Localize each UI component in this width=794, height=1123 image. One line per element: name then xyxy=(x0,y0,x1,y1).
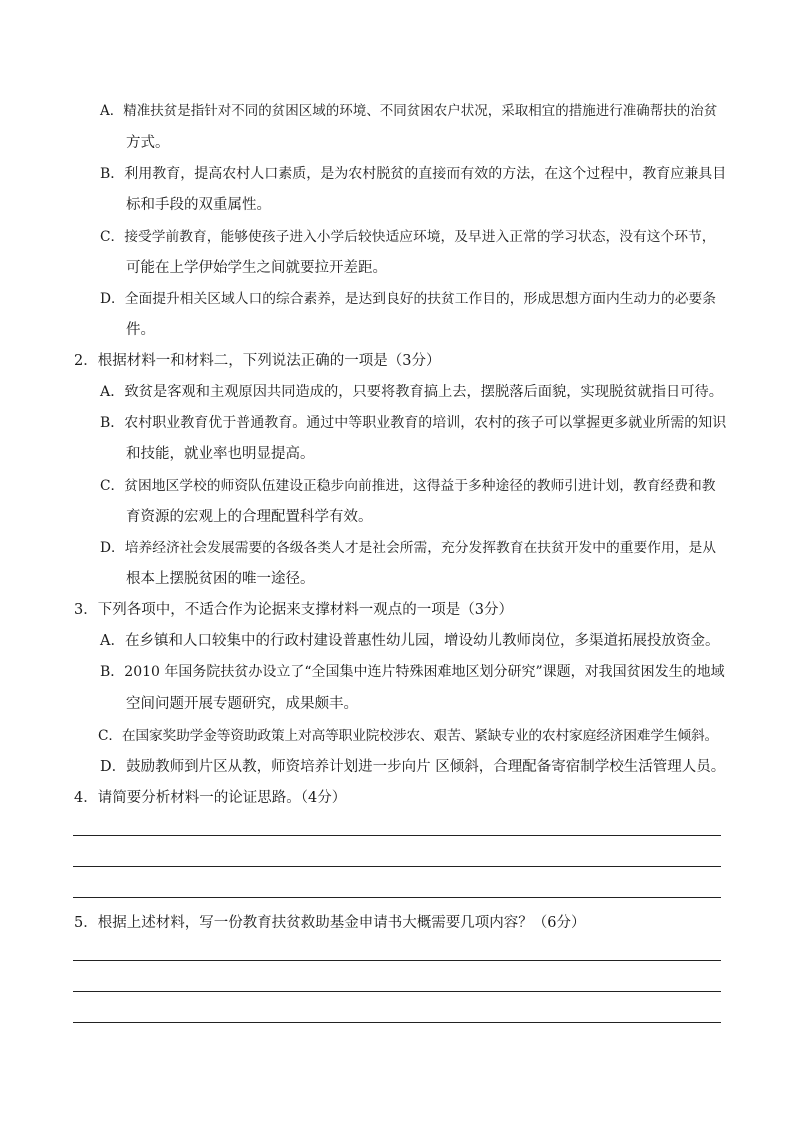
q2-option-d-cont: 根本上摆脱贫困的唯一途径。 xyxy=(126,571,315,587)
q3-option-b: B．2010 年国务院扶贫办设立了“全国集中连片特殊困难地区划分研究”课题，对我国贫困发生的地域 xyxy=(100,664,725,680)
q2-option-a: A．致贫是客观和主观原因共同造成的，只要将教育搞上去，摆脱落后面貌，实现脱贫就指日可待。 xyxy=(100,384,724,400)
q1-option-c-cont: 可能在上学伊始学生之间就要拉开差距。 xyxy=(126,260,387,276)
q3-option-b-cont: 空间问题开展专题研究，成果颇丰。 xyxy=(126,696,358,712)
q3-option-d: D．鼓励教师到片区从教，师资培养计划进一步向片 区倾斜，合理配备寄宿制学校生活管理人员。 xyxy=(100,759,726,775)
q3-stem: 3．下列各项中，不适合作为论据来支撑材料一观点的一项是（3分） xyxy=(74,602,513,618)
q4-answer-line-1[interactable] xyxy=(73,835,721,836)
q1-option-b: B．利用教育，提高农村人口素质，是为农村脱贫的直接而有效的方法，在这个过程中，教育应兼具目 xyxy=(100,166,727,182)
q1-option-d-cont: 件。 xyxy=(126,322,155,338)
q2-option-b-cont: 和技能，就业率也明显提高。 xyxy=(126,446,315,462)
q2-option-d: D．培养经济社会发展需要的各级各类人才是社会所需，充分发挥教育在扶贫开发中的重要作用，是从 xyxy=(100,540,717,556)
q5-answer-line-1[interactable] xyxy=(73,960,721,961)
q2-option-c-cont: 育资源的宏观上的合理配置科学有效。 xyxy=(126,509,373,525)
q4-stem: 4．请简要分析材料一的论证思路。（4分） xyxy=(74,790,347,806)
q4-answer-line-2[interactable] xyxy=(73,866,721,867)
q4-answer-line-3[interactable] xyxy=(73,897,721,898)
q1-option-c: C．接受学前教育，能够使孩子进入小学后较快适应环境，及早进入正常的学习状态，没有这个环节， xyxy=(100,229,716,245)
q1-option-d: D．全面提升相关区域人口的综合素养，是达到良好的扶贫工作目的，形成思想方面内生动力的必要条 xyxy=(100,291,717,307)
q1-option-a: A．精准扶贫是指针对不同的贫困区域的环境、不同贫困农户状况，采取相宜的措施进行准确帮扶的治贫 xyxy=(100,103,718,119)
q1-option-b-cont: 标和手段的双重属性。 xyxy=(126,197,271,213)
q3-option-c: C．在国家奖助学金等资助政策上对高等职业院校涉农、艰苦、紧缺专业的农村家庭经济困难学生倾斜。 xyxy=(98,728,719,744)
q1-option-a-cont: 方式。 xyxy=(126,135,170,151)
q5-answer-line-2[interactable] xyxy=(73,991,721,992)
q2-option-b: B．农村职业教育优于普通教育。通过中等职业教育的培训，农村的孩子可以掌握更多就业所需的知识 xyxy=(100,415,727,431)
q2-option-c: C．贫困地区学校的师资队伍建设正稳步向前推进，这得益于多种途径的教师引进计划，教育经费和教 xyxy=(100,478,716,494)
q5-answer-line-3[interactable] xyxy=(73,1022,721,1023)
q3-option-a: A．在乡镇和人口较集中的行政村建设普惠性幼儿园，增设幼儿教师岗位，多渠道拓展投放资金。 xyxy=(100,633,720,649)
q5-stem: 5．根据上述材料，写一份教育扶贫救助基金申请书大概需要几项内容？（6分） xyxy=(74,915,586,931)
q2-stem: 2．根据材料一和材料二，下列说法正确的一项是（3分） xyxy=(74,353,441,369)
